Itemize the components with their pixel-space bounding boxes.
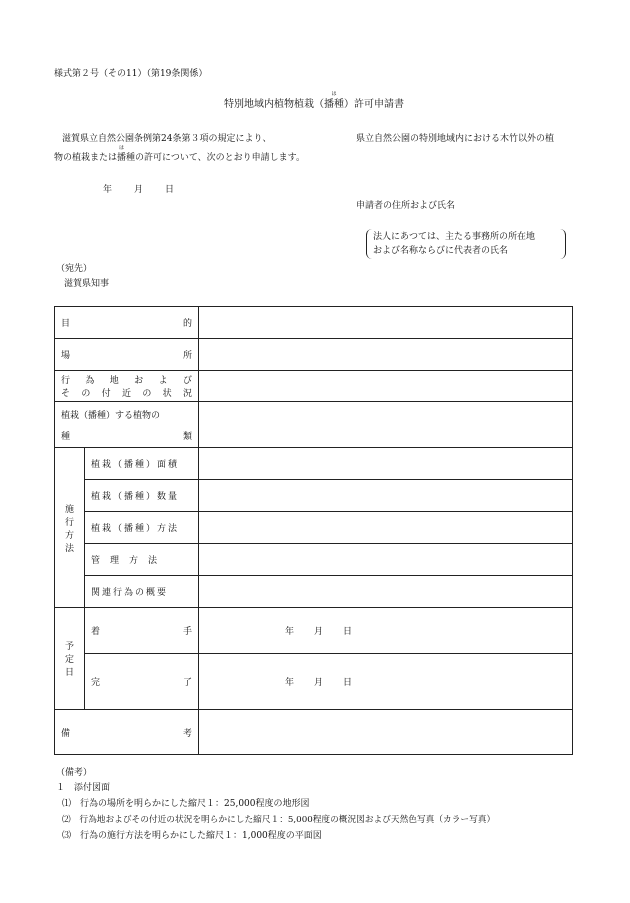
addressee-label: （宛先）	[56, 264, 93, 274]
label-plant-type-b: 類	[182, 431, 192, 442]
site-line2-char-6: 況	[182, 389, 192, 399]
row-plant-type	[55, 402, 573, 448]
label-finish	[85, 654, 199, 710]
row-start	[55, 608, 573, 654]
site-line2-char-5: 状	[162, 389, 172, 399]
row-remarks	[55, 710, 573, 755]
site-line1-char-3: お	[134, 376, 144, 386]
method-group-char-3: 法	[64, 543, 74, 554]
date-day: 日	[165, 185, 175, 195]
site-line2-char-0: そ	[61, 389, 71, 399]
row-method-2	[55, 480, 573, 512]
start-year: 年	[285, 627, 295, 637]
site-line2-char-3: 近	[121, 389, 131, 399]
site-line2-char-1: の	[81, 389, 91, 399]
label-method-2: 植栽（播種）数量	[85, 480, 199, 512]
corp-line2: および名称ならびに代表者の氏名	[373, 246, 509, 256]
method-group-chars	[55, 496, 84, 560]
plant-type-field[interactable]	[199, 402, 573, 448]
notes-sub2: ⑵ 行為地およびその付近の状況を明らかにした縮尺１：5,000程度の概況図および天然色写真（カラー写真）	[62, 815, 496, 825]
schedule-group-char-1: 定	[64, 655, 74, 665]
application-table	[54, 306, 573, 755]
site-line2-char-2: 付	[101, 389, 111, 399]
notes-sub1: ⑴ 行為の場所を明らかにした縮尺１：25,000程度の地形図	[62, 799, 310, 809]
label-method-5: 関連行為の概要	[85, 576, 199, 608]
site-line2-char-4: の	[142, 389, 152, 399]
label-start-b: 手	[182, 627, 192, 637]
title-ruby-base: 播種	[324, 99, 344, 110]
title-ruby: は	[331, 91, 337, 97]
label-remarks-a: 備	[61, 728, 71, 739]
label-method-3: 植栽（播種）方法	[85, 512, 199, 544]
label-place	[55, 339, 199, 371]
row-purpose	[55, 307, 573, 339]
site-line1-char-4: よ	[158, 376, 168, 386]
schedule-group-char-0: 予	[64, 642, 74, 652]
finish-month: 月	[314, 678, 324, 688]
method-1-field[interactable]	[199, 448, 573, 480]
label-plant-type-line2	[61, 429, 192, 442]
label-purpose	[55, 307, 199, 339]
row-method-1	[55, 448, 573, 480]
label-site	[55, 371, 199, 402]
row-finish	[55, 654, 573, 710]
schedule-group-chars	[55, 633, 84, 684]
form-title	[224, 91, 404, 111]
method-group-char-2: 方	[64, 530, 74, 541]
label-place-a: 場	[61, 351, 71, 361]
label-schedule-group	[55, 608, 85, 710]
label-finish-a: 完	[91, 678, 101, 688]
site-line1-char-0: 行	[61, 376, 71, 386]
method-3-field[interactable]	[199, 512, 573, 544]
site-line1-char-5: び	[182, 376, 192, 386]
label-plant-type-a: 種	[61, 431, 71, 442]
applicant-label: 申請者の住所および氏名	[356, 201, 456, 211]
row-site	[55, 371, 573, 402]
label-plant-type	[55, 402, 199, 448]
corp-line1: 法人にあつては、主たる事務所の所在地	[373, 232, 536, 242]
date-year: 年	[103, 185, 113, 195]
method-group-char-0: 施	[64, 504, 74, 515]
intro-line1-a: 滋賀県立自然公園条例第24条第３項の規定により、	[62, 134, 272, 144]
method-group-char-1: 行	[64, 517, 74, 528]
intro-line2-a: 物の植栽または	[54, 153, 118, 163]
site-line1-char-2: 地	[109, 376, 119, 386]
title-before: 特別地域内植物植栽（	[224, 99, 324, 110]
method-2-field[interactable]	[199, 480, 573, 512]
label-start-a: 着	[91, 627, 101, 637]
label-remarks	[55, 710, 199, 755]
notes-label: （備考）	[56, 768, 93, 778]
date-month: 月	[134, 185, 144, 195]
addressee-name: 滋賀県知事	[64, 279, 110, 289]
start-date-field[interactable]	[199, 608, 573, 654]
intro-ruby-word	[117, 145, 127, 164]
method-5-field[interactable]	[199, 576, 573, 608]
row-method-3	[55, 512, 573, 544]
notes-item1: １ 添付図面	[56, 783, 111, 793]
purpose-field[interactable]	[199, 307, 573, 339]
intro-line2	[54, 145, 305, 164]
label-plant-type-line1: 植栽（播種）する植物の	[61, 410, 161, 421]
remarks-field[interactable]	[199, 710, 573, 755]
site-line1-char-1: 為	[85, 376, 95, 386]
intro-ruby: は	[119, 145, 125, 151]
row-method-4	[55, 544, 573, 576]
schedule-group-char-2: 日	[64, 668, 74, 678]
label-place-b: 所	[182, 351, 192, 361]
label-method-1: 植栽（播種）面積	[85, 448, 199, 480]
label-start	[85, 608, 199, 654]
row-place	[55, 339, 573, 371]
method-4-field[interactable]	[199, 544, 573, 576]
notes-sub3: ⑶ 行為の施行方法を明らかにした縮尺１：1,000程度の平面図	[62, 831, 322, 841]
label-method-4: 管理方法	[85, 544, 199, 576]
row-method-5	[55, 576, 573, 608]
label-purpose-b: 的	[182, 319, 192, 329]
label-finish-b: 了	[182, 678, 192, 688]
finish-date-field[interactable]	[199, 654, 573, 710]
label-method-group	[55, 448, 85, 608]
intro-ruby-base: 播	[117, 153, 127, 163]
label-remarks-b: 考	[182, 728, 192, 739]
label-purpose-a: 目	[61, 319, 71, 329]
label-site-line2	[61, 386, 192, 399]
start-day: 日	[343, 627, 353, 637]
site-field[interactable]	[199, 371, 573, 402]
intro-line2-b: 種の許可について、次のとおり申請します。	[126, 153, 305, 163]
intro-line1-b: 県立自然公園の特別地域内における木竹以外の植	[356, 134, 555, 144]
title-after: ）許可申請書	[344, 99, 404, 110]
form-number: 様式第２号（その11）（第19条関係）	[54, 69, 208, 79]
place-field[interactable]	[199, 339, 573, 371]
finish-year: 年	[285, 678, 295, 688]
label-site-line1	[61, 373, 192, 386]
start-month: 月	[314, 627, 324, 637]
title-ruby-word	[324, 91, 344, 111]
finish-day: 日	[343, 678, 353, 688]
